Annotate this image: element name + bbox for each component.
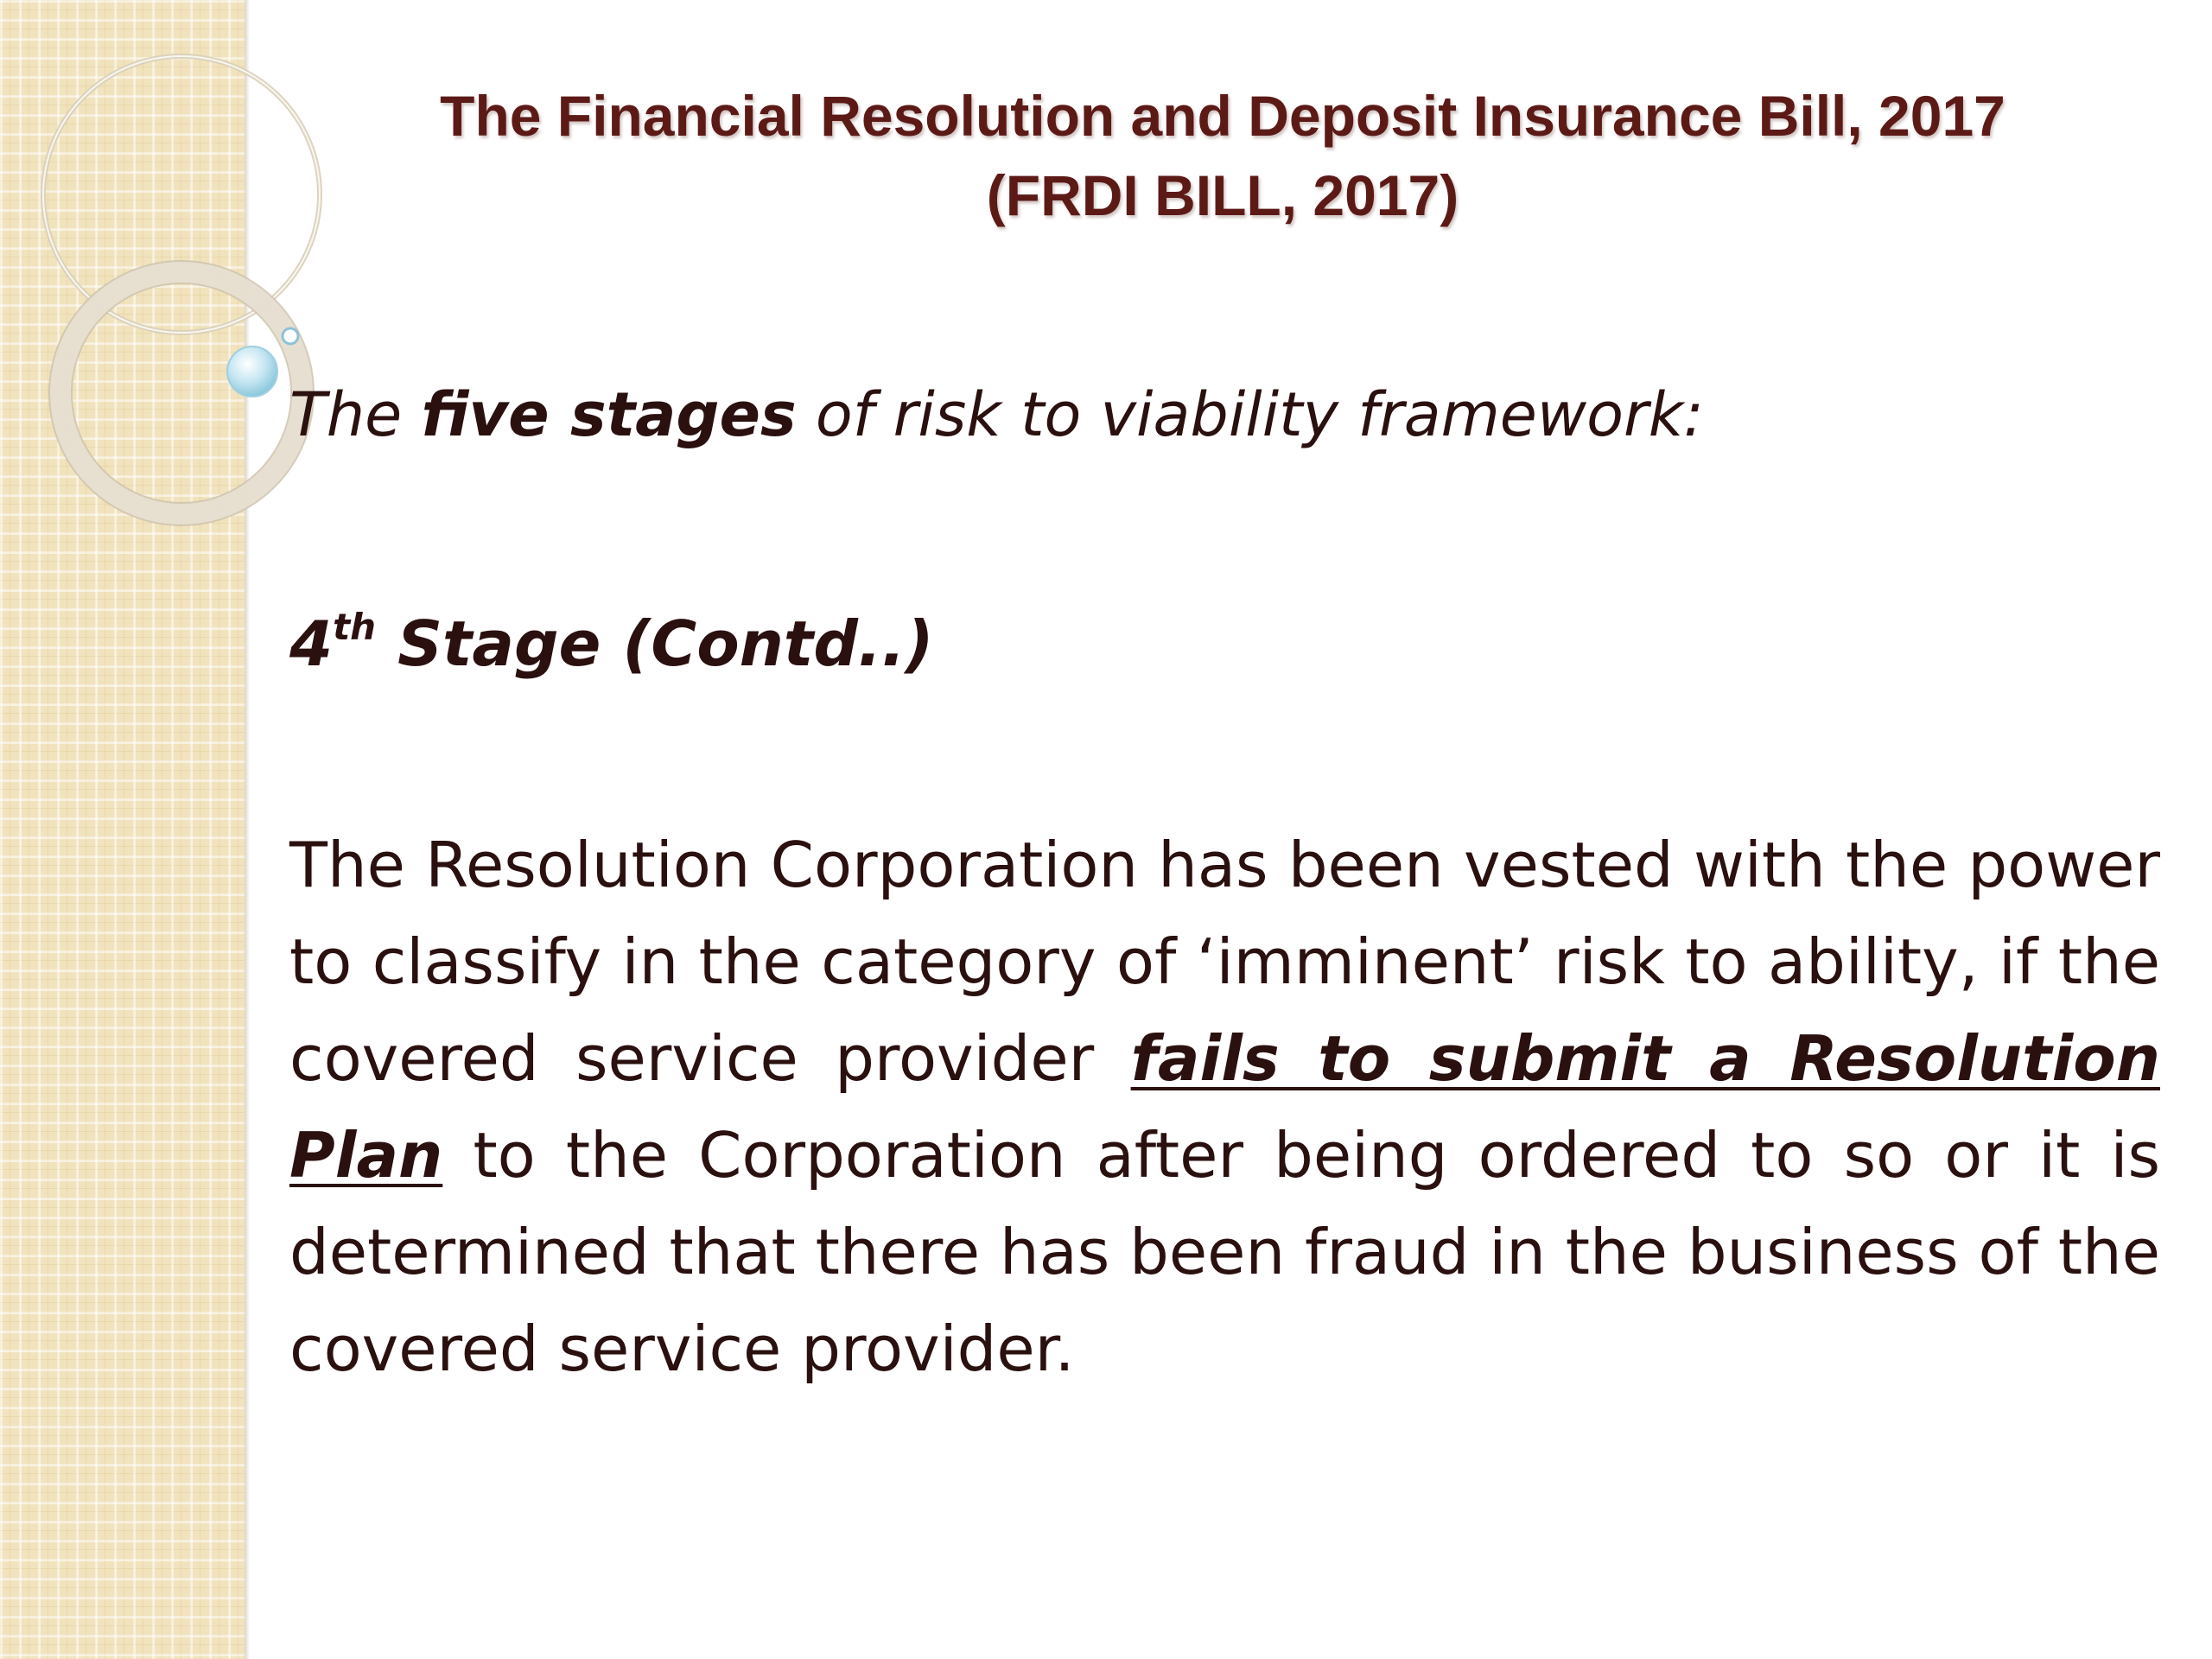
title-line-1: The Financial Resolution and Deposit Insurance Bill, 2017 [440, 84, 2005, 148]
paragraph-part-1: The Resolution Corporation has been vested with the power to classify in the category of ‘imminent’ risk to ability, if the covered service provider [289, 829, 2160, 1095]
large-bubble [227, 346, 277, 397]
stage-heading [289, 601, 2160, 687]
title-line-2: (FRDI BILL, 2017) [986, 163, 1459, 227]
large-ring [43, 56, 320, 333]
slide-body [289, 372, 2160, 1397]
slide-title [285, 76, 2160, 235]
heading-lead: The [289, 379, 422, 450]
stage-number: 4 [289, 607, 334, 680]
paragraph-emphasis: fails to submit a Resolution Plan [289, 1022, 2160, 1192]
stage-ordinal-suffix: th [333, 606, 377, 648]
small-bubble [283, 328, 298, 344]
body-paragraph [289, 817, 2160, 1397]
stage-label: Stage (Contd..) [376, 607, 934, 680]
framework-heading [289, 372, 2160, 458]
heading-bold-text: five stages [421, 379, 797, 450]
paragraph-part-2: to the Corporation after being ordered to so or it is determined that there has been fraud in the business of the covered service provider. [289, 1119, 2160, 1385]
heading-tail: of risk to viability framework: [796, 379, 1704, 450]
